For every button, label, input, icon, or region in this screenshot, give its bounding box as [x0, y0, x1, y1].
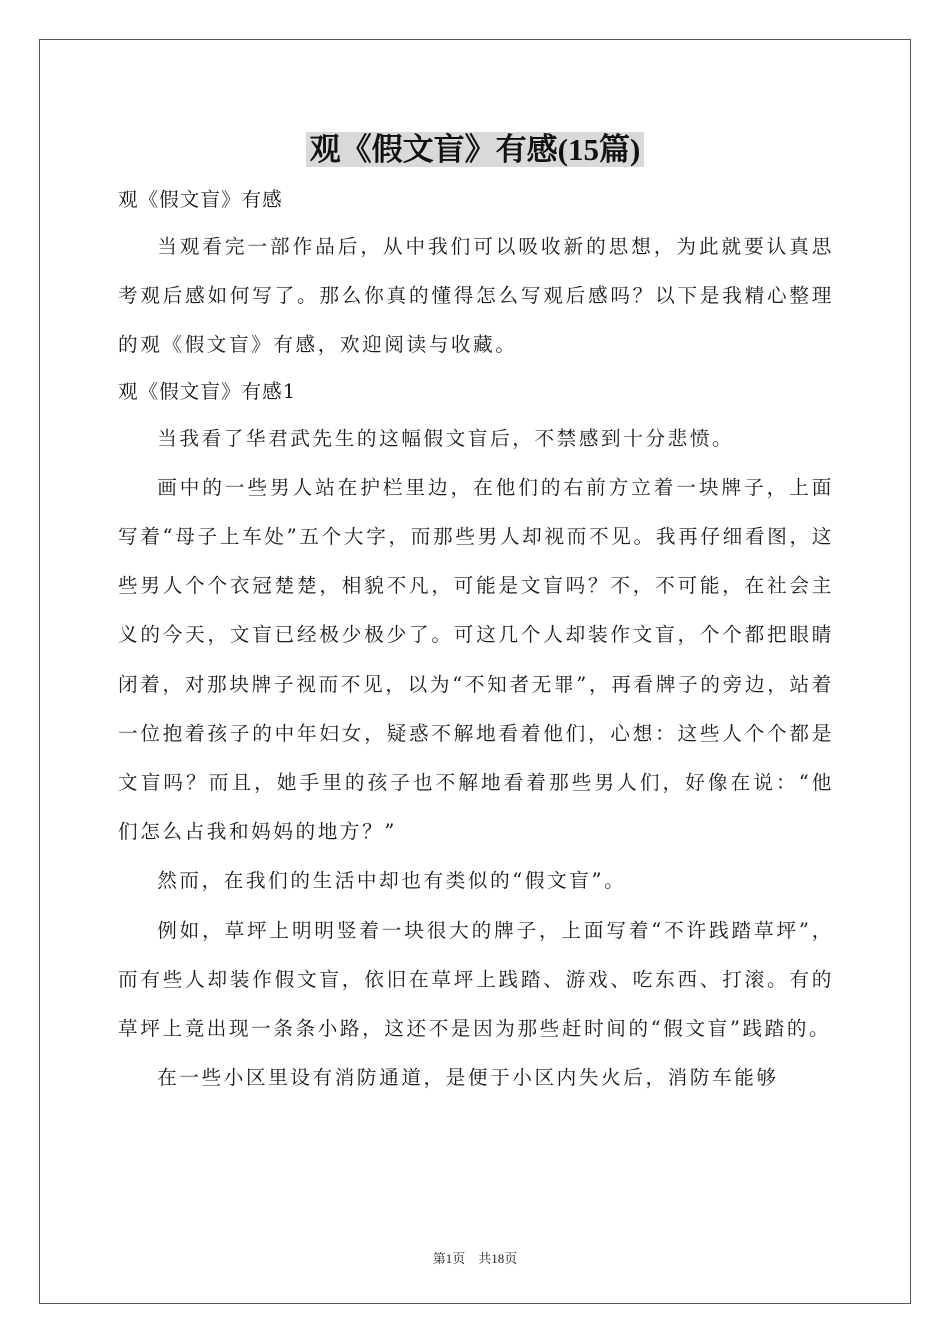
paragraph: 当我看了华君武先生的这幅假文盲后，不禁感到十分悲愤。: [157, 426, 735, 450]
document-title: [0, 128, 950, 172]
document-body: [118, 178, 834, 1102]
paragraph: 画中的一些男人站在护栏里边，在他们的右前方立着一块牌子，上面写着“母子上车处”五个大字，而那些男人却视而不见。我再仔细看图，这些男人个个衣冠楚楚，相貌不凡，可能是文盲吗？不，不可能，在社会主义的今天，文盲已经极少极少了。可这几个人却装作文盲，个个都把眼睛闭着，对那块牌子视而不见，以为“不知者无罪”，再看牌子的旁边，站着一位抱着孩子的中年妇女，疑惑不解地看着他们，心想：这些人个个都是文盲吗？而且，她手里的孩子也不解地看着那些男人们，好像在说：“他们怎么占我和妈妈的地方？”: [118, 475, 834, 844]
page-footer: 第1页 共18页: [432, 1251, 518, 1266]
section-heading: 观《假文盲》有感: [118, 188, 283, 211]
title-text: 观《假文盲》有感(15篇): [306, 132, 645, 167]
section-heading: 观《假文盲》有感1: [118, 379, 297, 403]
paragraph: 然而，在我们的生活中却也有类似的“假文盲”。: [157, 869, 627, 893]
paragraph: 在一些小区里设有消防通道，是便于小区内失火后，消防车能够: [157, 1066, 779, 1090]
paragraph: 例如，草坪上明明竖着一块很大的牌子，上面写着“不许践踏草坪”，而有些人却装作假文盲，依旧在草坪上践踏、游戏、吃东西、打滚。有的草坪上竟出现一条条小路，这还不是因为那些赶时间的“假文盲”践踏的。: [118, 918, 834, 1041]
paragraph: 当观看完一部作品后，从中我们可以吸收新的思想，为此就要认真思考观后感如何写了。那么你真的懂得怎么写观后感吗？以下是我精心整理的观《假文盲》有感，欢迎阅读与收藏。: [118, 235, 834, 357]
